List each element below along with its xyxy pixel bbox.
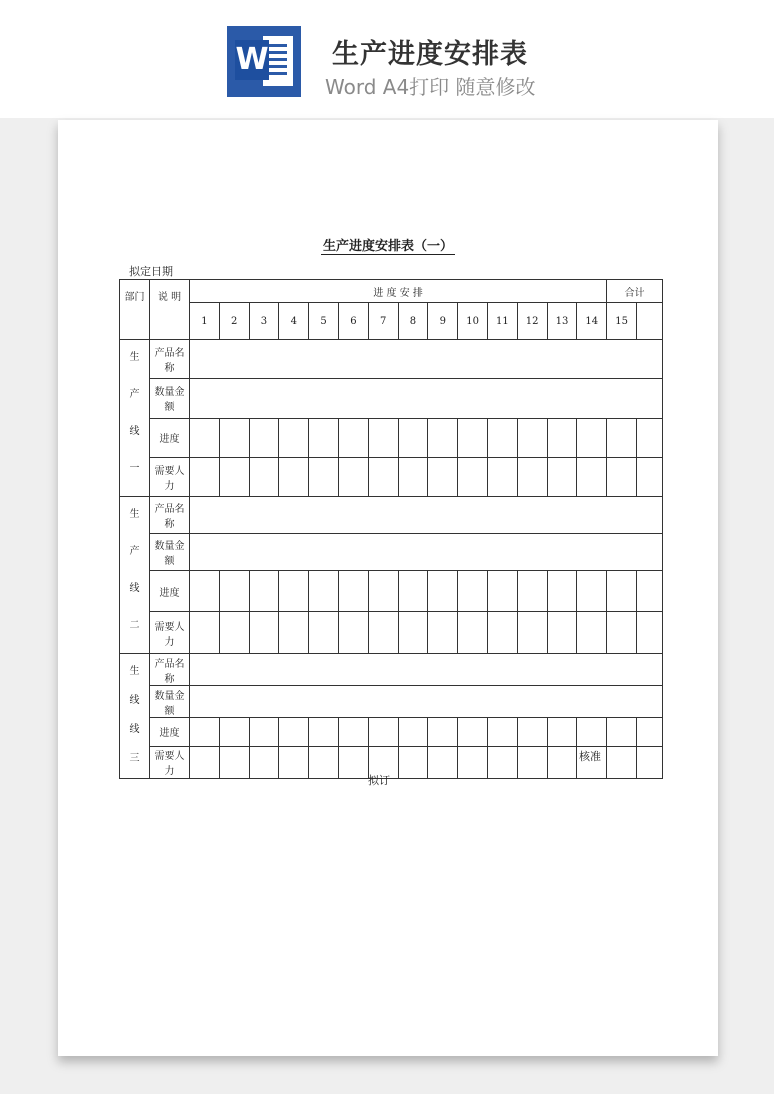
column-number: 8 [398, 303, 428, 340]
column-number: 10 [458, 303, 488, 340]
desc-header: 说 明 [150, 280, 190, 340]
schedule-cell[interactable] [249, 418, 279, 457]
schedule-cell[interactable] [368, 718, 398, 747]
column-number: 15 [607, 303, 637, 340]
schedule-cell[interactable] [219, 746, 249, 778]
table-row [120, 612, 663, 654]
column-number-row [120, 303, 663, 340]
table-row [120, 418, 663, 457]
column-number: 12 [517, 303, 547, 340]
row-label: 需要人力 [150, 612, 190, 654]
schedule-cell[interactable] [517, 418, 547, 457]
schedule-cell[interactable] [190, 746, 220, 778]
schedule-cell[interactable] [219, 718, 249, 747]
entry-cell[interactable] [190, 686, 663, 718]
table-row [120, 533, 663, 570]
schedule-cell[interactable] [338, 746, 368, 778]
table-header-row [120, 280, 663, 303]
schedule-cell[interactable] [338, 457, 368, 496]
schedule-cell[interactable] [338, 612, 368, 654]
schedule-cell[interactable] [517, 746, 547, 778]
schedule-table [119, 279, 663, 779]
schedule-cell[interactable] [249, 612, 279, 654]
row-label: 数量金额 [150, 379, 190, 418]
schedule-cell[interactable] [458, 570, 488, 612]
schedule-cell[interactable] [547, 570, 577, 612]
total-header: 合计 [607, 280, 663, 303]
row-label: 需要人力 [150, 457, 190, 496]
line-name-char: 三 [129, 753, 140, 764]
schedule-cell[interactable] [398, 570, 428, 612]
schedule-cell[interactable] [428, 418, 458, 457]
schedule-cell[interactable] [190, 457, 220, 496]
schedule-cell[interactable] [547, 457, 577, 496]
draft-label: 拟订 [368, 774, 390, 787]
column-number: 13 [547, 303, 577, 340]
schedule-cell[interactable] [636, 457, 662, 496]
schedule-cell[interactable] [577, 718, 607, 747]
schedule-cell[interactable] [368, 457, 398, 496]
schedule-cell[interactable] [279, 612, 309, 654]
line-name-char: 一 [129, 463, 140, 474]
table-row [120, 340, 663, 379]
row-label: 需要人力 [150, 746, 190, 778]
column-number: 2 [219, 303, 249, 340]
column-number: 7 [368, 303, 398, 340]
dept-header: 部门 [120, 280, 150, 340]
schedule-cell[interactable] [338, 718, 368, 747]
line-name-char: 生 [129, 666, 140, 677]
schedule-cell[interactable] [607, 418, 637, 457]
schedule-cell[interactable] [398, 746, 428, 778]
column-number: 9 [428, 303, 458, 340]
line-name-char: 生 [129, 509, 140, 520]
draft-date-label: 拟定日期 [129, 265, 173, 278]
schedule-cell[interactable] [487, 570, 517, 612]
schedule-cell[interactable] [219, 612, 249, 654]
schedule-cell[interactable] [458, 612, 488, 654]
schedule-cell[interactable] [190, 570, 220, 612]
row-label: 进度 [150, 570, 190, 612]
schedule-cell[interactable] [636, 418, 662, 457]
row-label: 产品名称 [150, 340, 190, 379]
schedule-cell[interactable] [249, 718, 279, 747]
line-name-char: 线 [129, 724, 140, 735]
column-number: 1 [190, 303, 220, 340]
schedule-cell[interactable] [428, 457, 458, 496]
column-number: 14 [577, 303, 607, 340]
schedule-cell[interactable] [398, 612, 428, 654]
schedule-cell[interactable] [547, 718, 577, 747]
schedule-cell[interactable] [487, 418, 517, 457]
row-label: 产品名称 [150, 497, 190, 534]
schedule-cell[interactable] [338, 418, 368, 457]
entry-cell[interactable] [190, 497, 663, 534]
schedule-cell[interactable] [487, 718, 517, 747]
table-row [120, 654, 663, 686]
schedule-cell[interactable] [458, 457, 488, 496]
schedule-cell[interactable] [190, 612, 220, 654]
header-banner [0, 0, 774, 118]
line-name-char: 产 [129, 546, 140, 557]
schedule-cell[interactable] [309, 418, 339, 457]
schedule-cell[interactable] [607, 457, 637, 496]
page-subtitle: Word A4打印 随意修改 [325, 75, 536, 99]
schedule-cell[interactable] [309, 612, 339, 654]
schedule-cell[interactable] [636, 718, 662, 747]
schedule-cell[interactable] [487, 746, 517, 778]
schedule-cell[interactable] [547, 746, 577, 778]
column-number: 3 [249, 303, 279, 340]
table-row [120, 497, 663, 534]
table-row [120, 570, 663, 612]
schedule-header: 进 度 安 排 [190, 280, 607, 303]
line-name-char: 线 [129, 695, 140, 706]
schedule-cell[interactable] [219, 418, 249, 457]
schedule-cell[interactable] [398, 457, 428, 496]
schedule-cell[interactable] [458, 718, 488, 747]
table-row [120, 686, 663, 718]
schedule-cell[interactable] [487, 612, 517, 654]
column-number: 5 [309, 303, 339, 340]
schedule-cell[interactable] [398, 418, 428, 457]
schedule-cell[interactable] [368, 570, 398, 612]
schedule-cell[interactable] [607, 746, 637, 778]
schedule-cell[interactable] [398, 718, 428, 747]
row-label: 产品名称 [150, 654, 190, 686]
schedule-cell[interactable] [190, 718, 220, 747]
column-number: 4 [279, 303, 309, 340]
row-label: 进度 [150, 418, 190, 457]
schedule-cell[interactable] [517, 718, 547, 747]
schedule-cell[interactable] [517, 570, 547, 612]
schedule-cell[interactable] [428, 612, 458, 654]
schedule-cell[interactable] [517, 457, 547, 496]
schedule-cell[interactable] [607, 718, 637, 747]
schedule-cell[interactable] [309, 570, 339, 612]
schedule-cell[interactable] [577, 570, 607, 612]
column-number: 6 [338, 303, 368, 340]
line-name-cell [120, 340, 150, 497]
table-row [120, 457, 663, 496]
schedule-cell[interactable] [607, 570, 637, 612]
table-row [120, 379, 663, 418]
schedule-cell[interactable] [368, 418, 398, 457]
document-title: 生产进度安排表（一） [322, 239, 453, 254]
schedule-cell[interactable] [249, 457, 279, 496]
schedule-cell[interactable] [636, 612, 662, 654]
row-label: 进度 [150, 718, 190, 747]
schedule-cell[interactable] [428, 570, 458, 612]
schedule-cell[interactable] [428, 718, 458, 747]
document-page [58, 120, 718, 1056]
schedule-cell[interactable] [607, 612, 637, 654]
schedule-cell[interactable] [279, 718, 309, 747]
line-name-cell [120, 654, 150, 779]
line-name-char: 产 [129, 389, 140, 400]
schedule-cell[interactable] [249, 570, 279, 612]
schedule-cell[interactable] [428, 746, 458, 778]
line-name-char: 二 [129, 620, 140, 631]
schedule-cell[interactable] [309, 457, 339, 496]
schedule-cell[interactable] [577, 612, 607, 654]
schedule-cell[interactable] [279, 746, 309, 778]
entry-cell[interactable] [190, 533, 663, 570]
schedule-cell[interactable] [487, 457, 517, 496]
schedule-cell[interactable] [636, 570, 662, 612]
schedule-cell[interactable] [517, 612, 547, 654]
schedule-cell[interactable] [458, 418, 488, 457]
schedule-cell[interactable] [547, 418, 577, 457]
total-cell [636, 303, 662, 340]
schedule-cell[interactable] [279, 457, 309, 496]
schedule-cell[interactable] [190, 418, 220, 457]
schedule-cell[interactable] [249, 746, 279, 778]
schedule-cell[interactable] [636, 746, 662, 778]
entry-cell[interactable] [190, 340, 663, 379]
schedule-cell[interactable] [577, 457, 607, 496]
schedule-cell[interactable] [458, 746, 488, 778]
schedule-cell[interactable] [219, 570, 249, 612]
approve-label: 核准 [579, 750, 601, 763]
entry-cell[interactable] [190, 654, 663, 686]
page-title: 生产进度安排表 [332, 39, 528, 70]
row-label: 数量金额 [150, 533, 190, 570]
entry-cell[interactable] [190, 379, 663, 418]
line-name-char: 线 [129, 426, 140, 437]
line-name-char: 生 [129, 352, 140, 363]
schedule-cell[interactable] [309, 746, 339, 778]
word-letter: W [235, 40, 269, 80]
line-name-cell [120, 497, 150, 654]
schedule-cell[interactable] [219, 457, 249, 496]
schedule-cell[interactable] [338, 570, 368, 612]
schedule-cell[interactable] [547, 612, 577, 654]
word-doc-icon [227, 26, 301, 97]
schedule-cell[interactable] [577, 418, 607, 457]
schedule-cell[interactable] [309, 718, 339, 747]
schedule-cell[interactable] [279, 570, 309, 612]
column-number: 11 [487, 303, 517, 340]
line-name-char: 线 [129, 583, 140, 594]
schedule-cell[interactable] [368, 612, 398, 654]
table-row [120, 718, 663, 747]
schedule-cell[interactable] [279, 418, 309, 457]
row-label: 数量金额 [150, 686, 190, 718]
